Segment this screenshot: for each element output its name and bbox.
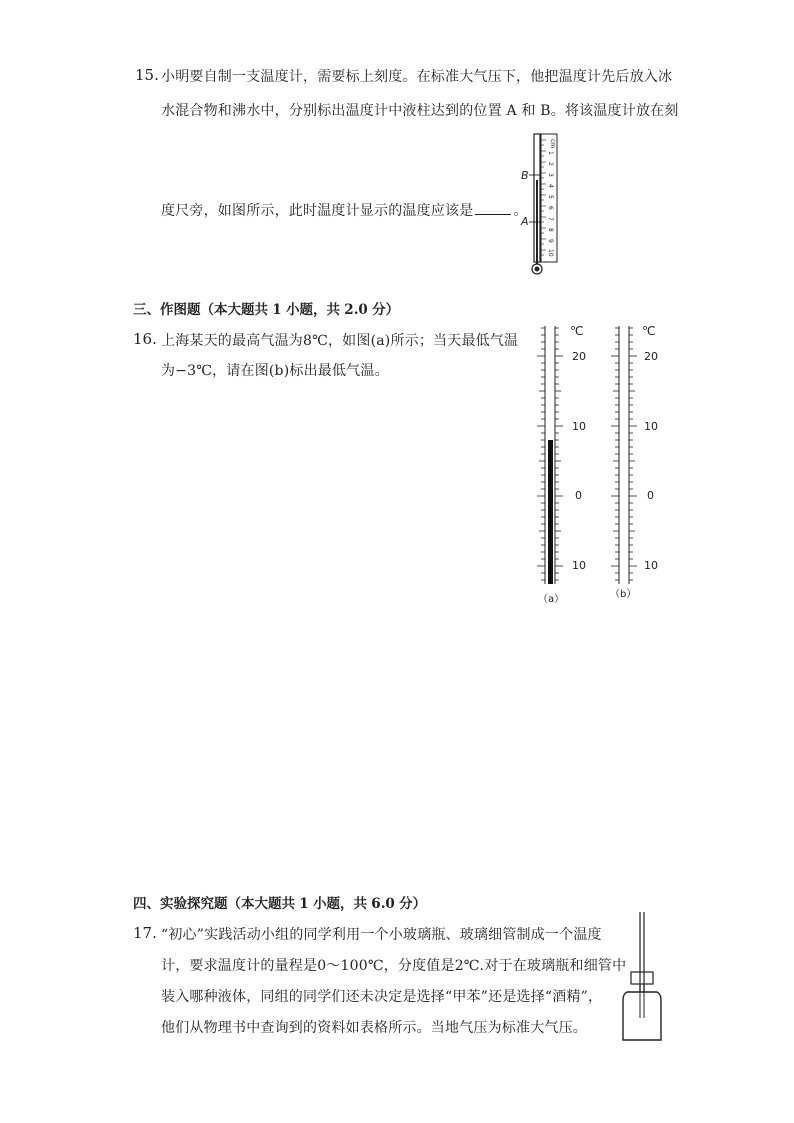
- thermometer-b-ticks: [611, 328, 637, 580]
- thermometer-b-label-minus-10: 10: [644, 559, 658, 572]
- q17-line-4: 他们从物理书中查询到的资料如表格所示。当地气压为标准大气压。: [161, 1020, 587, 1036]
- section-4-title: 四、实验探究题: [133, 896, 228, 912]
- section-4-heading: [133, 892, 426, 912]
- thermometer-b-label-20: 20: [644, 350, 658, 363]
- q15-line-3-text: 度尺旁，如图所示，此时温度计显示的温度应该是: [161, 203, 474, 219]
- marker-A-label: A: [521, 215, 529, 228]
- thermometer-b: [602, 318, 677, 608]
- thermometer-bulb-fill: [535, 267, 540, 272]
- ruler-tick-3: 3: [547, 173, 554, 177]
- q16-line-1: 上海某天的最高气温为8℃，如图(a)所示；当天最低气温: [161, 333, 519, 349]
- q15-line-3-end: 。: [513, 203, 528, 219]
- ruler-tick-10: 10: [547, 249, 554, 257]
- section-3-score: 2.0: [344, 302, 368, 318]
- thermometer-a-liquid: [548, 440, 553, 584]
- marker-B-label: B: [521, 169, 529, 182]
- thermometer-b-label-0: 0: [647, 489, 654, 502]
- thermometer-a: [528, 318, 603, 608]
- section-3-detail-mid: 小题，共: [286, 302, 340, 318]
- q15-line-1: 小明要自制一支温度计，需要标上刻度。在标准大气压下，他把温度计先后放入冰: [161, 69, 673, 85]
- q15-number: 15.: [135, 66, 159, 84]
- thermometer-a-label-10: 10: [572, 420, 586, 433]
- section-4-count: 1: [299, 896, 309, 912]
- q16-line-2: 为−3℃，请在图(b)标出最低气温。: [161, 363, 389, 379]
- thermometer-a-label-20: 20: [572, 350, 586, 363]
- section-3-heading: [133, 298, 399, 318]
- q17-line-2: 计，要求温度计的量程是0～100℃，分度值是2℃.对于在玻璃瓶和细管中: [161, 958, 627, 974]
- thermometer-a-label-0: 0: [575, 489, 582, 502]
- section-4-score: 6.0: [371, 896, 395, 912]
- section-3-title: 三、作图题: [133, 302, 201, 318]
- section-3-detail-post: 分）: [372, 302, 400, 318]
- thermometer-b-caption: （b）: [610, 589, 637, 600]
- ruler-tick-9: 9: [547, 239, 554, 243]
- section-3-detail-pre: （本大题共: [200, 302, 268, 318]
- q17-bottle-figure: [615, 908, 670, 1048]
- thermometer-b-unit: ℃: [642, 324, 656, 338]
- ruler-tick-6: 6: [547, 206, 554, 210]
- thermometer-a-unit: ℃: [570, 324, 584, 338]
- section-3-count: 1: [272, 302, 282, 318]
- section-4-detail-post: 分）: [399, 896, 427, 912]
- q15-thermometer-figure: [515, 130, 565, 280]
- q17-line-3: 装入哪种液体，同组的同学们还未决定是选择“甲苯”还是选择“酒精”，: [161, 989, 603, 1005]
- q15-line-2: 水混合物和沸水中，分别标出温度计中液柱达到的位置 A 和 B。将该温度计放在刻: [161, 103, 679, 119]
- bottle-body: [623, 992, 661, 1040]
- ruler-tick-5: 5: [547, 195, 554, 199]
- q17-line-1: “初心”实践活动小组的同学利用一个小玻璃瓶、玻璃细管制成一个温度: [161, 927, 602, 943]
- ruler-tick-1: 1: [547, 151, 554, 155]
- section-4-detail-mid: 小题，共: [313, 896, 367, 912]
- ruler-tick-7: 7: [547, 217, 554, 221]
- thermometer-b-label-10: 10: [644, 420, 658, 433]
- section-4-detail-pre: （本大题共: [227, 896, 295, 912]
- q15-answer-blank[interactable]: [475, 202, 511, 215]
- q16-number: 16.: [133, 330, 157, 348]
- ruler-tick-4: 4: [547, 184, 554, 188]
- q15-line-3: [161, 200, 528, 220]
- thermometer-a-caption: （a）: [538, 594, 565, 605]
- ruler-tick-8: 8: [547, 228, 554, 232]
- ruler-tick-2: 2: [547, 162, 554, 166]
- thermometer-a-label-minus-10: 10: [572, 559, 586, 572]
- ruler-unit: cm: [549, 139, 556, 149]
- q17-number: 17.: [133, 924, 157, 942]
- bottle-stopper: [631, 972, 653, 984]
